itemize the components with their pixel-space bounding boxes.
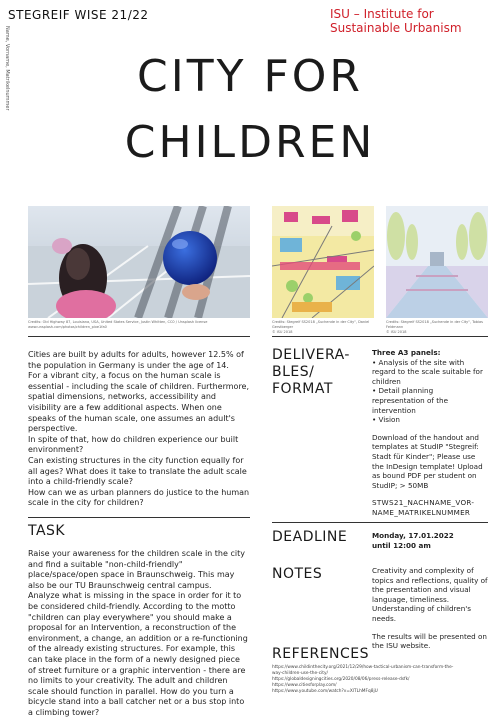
- intro-text: [28, 350, 250, 509]
- deliverable-item: • Detail planning representation of the intervention: [372, 386, 449, 415]
- divider-right-top: [272, 336, 488, 337]
- right-image-caption: Credits: Stegreif SS2018 „Suchende in der City", Tobias Feldmann © ISU 2018: [386, 320, 483, 334]
- download-note: Download of the handout and templates at StudIP "Stegreif: Stadt für Kinder"; Please use the InDesign template! Upload as bound PDF per student on StudIP; > 50MB: [372, 432, 483, 490]
- deadline-time: until 12:00 am: [372, 540, 431, 550]
- notes-details: [372, 566, 488, 651]
- course-label: STEGREIF WISE 21/22: [8, 8, 149, 22]
- reference-link[interactable]: way-children-use-the-city/: [272, 671, 328, 676]
- institute-line-2: Sustainable Urbanism: [330, 21, 462, 35]
- institute-name: [330, 7, 495, 35]
- reference-link[interactable]: https://www.citiesforplay.com/: [272, 683, 337, 688]
- center-image-caption: Credits: Stegreif SS2018 „Suchende in der City", Daniel Gerstberger © ISU 2018: [272, 320, 370, 334]
- task-paragraph: Analyze what is missing in the space in order for it to be considered child-friendly. According to the motto "children can play everywhere" you should make a proposal for an Intervention, a reconstruction of the environment, a change, an addition or a re-functioning of the already existing structures. For example, this can take place in the form of a newly designed piece of street furniture or a graphic intervention - there are no limits to your creativity. The adult and children scale should function in parallel. How do you turn a bicycle stand into a ball catcher net or a bus stop into a climbing tower?: [28, 591, 248, 717]
- street-perspective-illustration: [386, 206, 488, 318]
- deliverables-heading-line-3: FORMAT: [272, 381, 333, 397]
- task-heading: TASK: [28, 523, 66, 539]
- references-heading: REFERENCES: [272, 646, 370, 662]
- title-line-2: CHILDREN: [124, 117, 376, 168]
- reference-link[interactable]: https://globaldesigningcities.org/2020/08/06/press-release-dsfk/: [272, 677, 410, 682]
- reference-link[interactable]: https://www.youtube.com/watch?v=XlTLhMFq8jU: [272, 689, 378, 694]
- deliverables-heading: [272, 347, 350, 398]
- intro-paragraph: In spite of that, how do children experience our built environment?: [28, 434, 239, 455]
- references-list: [272, 665, 488, 695]
- intro-paragraph: Can existing structures in the city function equally for all ages? What does it take to translate the adult scale into a child-friendly scale?: [28, 455, 247, 487]
- braunschweig-illustration: [272, 206, 374, 318]
- filename-format: [372, 498, 488, 517]
- results-note: The results will be presented on the ISU website.: [372, 631, 487, 651]
- institute-line-1: ISU – Institute for: [330, 7, 434, 21]
- divider-task: [28, 517, 250, 518]
- deadline-heading: DEADLINE: [272, 529, 348, 545]
- divider-left-top: [28, 336, 250, 337]
- evaluation-criteria: Creativity and complexity of topics and reflections, quality of the presentation and visual language, timeliness. Understanding of children's needs.: [372, 566, 488, 623]
- deliverable-item: • Analysis of the site with regard to the scale suitable for children: [372, 357, 483, 386]
- notes-heading: NOTES: [272, 566, 323, 582]
- main-photo-caption: Credits: Old Highway 87, Louisiana, USA, United States Service, Justin Whitten, CC0 / Unsplash license www.unsplash.com/photos/children_pixe1fa0: [28, 320, 208, 329]
- deliverables-heading-line-1: DELIVERA-: [272, 347, 350, 363]
- panels-title: Three A3 panels:: [372, 348, 441, 357]
- intro-paragraph: How can we as urban planners do justice to the human scale in the city for children?: [28, 487, 250, 508]
- filename-line-1: STWS21_NACHNAME_VOR-: [372, 498, 475, 508]
- deliverables-details: [372, 348, 488, 518]
- deliverables-heading-line-2: BLES/: [272, 364, 315, 380]
- deliverable-item: • Vision: [372, 415, 400, 425]
- filename-line-2: NAME_MATRIKELNUMMER: [372, 507, 471, 517]
- intro-paragraph: Cities are built by adults for adults, however 12.5% of the population in Germany is under the age of 14.: [28, 350, 244, 370]
- deadline-details: [372, 531, 488, 550]
- deadline-date: Monday, 17.01.2022: [372, 531, 454, 540]
- student-name-field-label: Name, Vorname, Matrikelnummer: [4, 26, 10, 111]
- task-paragraph: Raise your awareness for the children scale in the city and find a suitable "non-child-friendly" place/space/open space in Braunschweig. This may also be our TU Braunschweig central campus.: [28, 549, 245, 590]
- divider-deadline: [272, 522, 488, 523]
- intro-paragraph: For a vibrant city, a focus on the human scale is essential - including the scale of children. Furthermore, spatial dimensions, networks, accessibility and visibility are a few additional aspects. When one speaks of the human scale, one assumes an adult's perspective.: [28, 371, 250, 434]
- title-line-1: CITY FOR: [137, 51, 363, 102]
- reference-link[interactable]: https://www.childinthecity.org/2021/12/29/how-tactical-urbanism-can-transform-the-: [272, 665, 454, 670]
- child-with-ball-photo: [28, 206, 250, 318]
- task-text: [28, 549, 250, 719]
